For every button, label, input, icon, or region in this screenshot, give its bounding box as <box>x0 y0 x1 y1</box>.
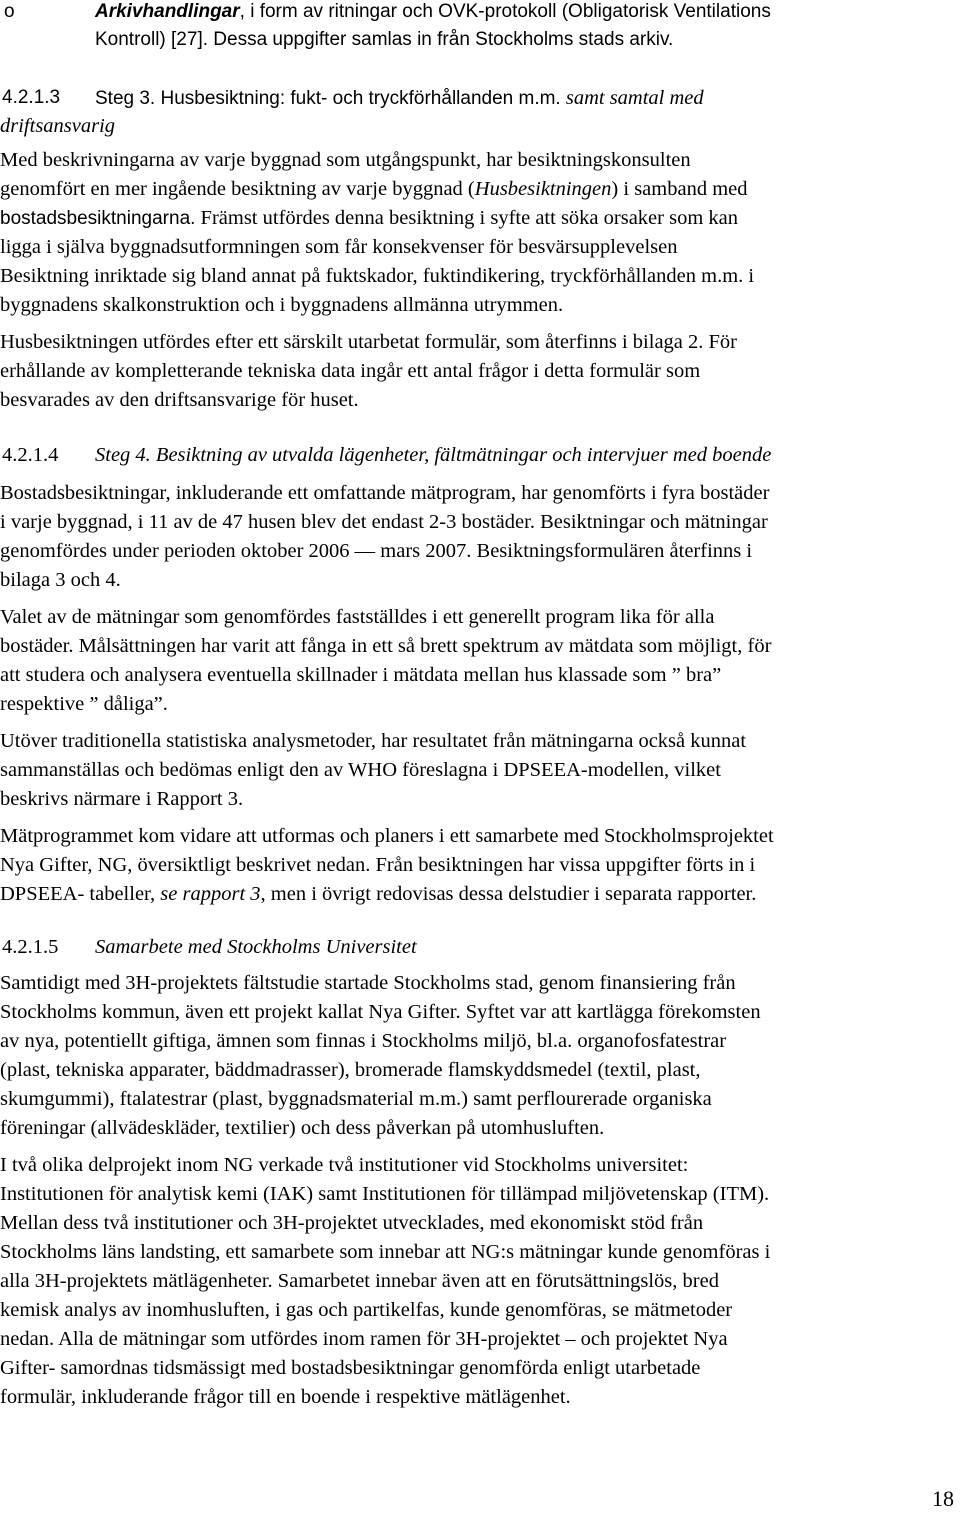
paragraph-line: Gifter- samordnas tidsmässigt med bostadsbesiktningar genomförda enligt utarbetade <box>0 1357 701 1379</box>
paragraph-line: Bostadsbesiktningar, inkluderande ett omfattande mätprogram, har genomförts i fyra bostäder <box>0 482 770 504</box>
text: Främst utfördes denna besiktning i syfte att söka orsaker som kan <box>195 207 738 229</box>
page-number: 18 <box>932 1486 954 1511</box>
paragraph-line <box>0 882 756 906</box>
paragraph-line <box>0 177 748 201</box>
section-number: 4.2.1.5 <box>2 936 59 958</box>
paragraph-line: att studera och analysera eventuella skillnader i mätdata mellan hus klassade som ” bra” <box>0 664 722 686</box>
heading-text: Samarbete med Stockholms Universitet <box>95 936 417 958</box>
paragraph-line: respektive ” dåliga”. <box>0 693 168 715</box>
paragraph-line: sammanställas och bedömas enligt den av WHO föreslagna i DPSEEA-modellen, vilket <box>0 759 721 781</box>
paragraph-line <box>0 206 738 231</box>
paragraph-line: bilaga 3 och 4. <box>0 569 121 591</box>
heading-text: Steg 3. Husbesiktning: fukt- och tryckförhållanden m.m. <box>95 88 561 109</box>
paragraph-line: i varje byggnad, i 11 av de 47 husen blev det endast 2-3 bostäder. Besiktningar och mätningar <box>0 511 768 533</box>
text: ) i samband med <box>611 178 748 200</box>
paragraph-line: kemisk analys av inomhusluften, i gas och partikelfas, kunde genomföras, se mätmetoder <box>0 1299 733 1321</box>
paragraph-line: Mätprogrammet kom vidare att utformas och planers i ett samarbete med Stockholmsprojektet <box>0 825 774 847</box>
paragraph-line: beskrivs närmare i Rapport 3. <box>0 788 244 810</box>
paragraph-line: Valet av de mätningar som genomfördes fastställdes i ett generellt program lika för alla <box>0 606 715 628</box>
paragraph-line: Med beskrivningarna av varje byggnad som utgångspunkt, har besiktningskonsulten <box>0 149 691 171</box>
paragraph-line: Stockholms läns landsting, ett samarbete som innebar att NG:s mätningar kunde genomföras i <box>0 1241 771 1263</box>
text: , men i övrigt redovisas dessa delstudier i separata rapporter. <box>260 883 757 905</box>
paragraph-line: Stockholms kommun, även ett projekt kallat Nya Gifter. Syftet var att kartlägga förekomsten <box>0 1001 761 1023</box>
bullet-text: , i form av ritningar och OVK-protokoll (Obligatorisk Ventilations <box>239 1 771 22</box>
section-number: 4.2.1.3 <box>2 87 61 108</box>
paragraph-line: föreningar (allvädeskläder, textilier) och dess påverkan på utomhusluften. <box>0 1117 605 1139</box>
heading-continuation: driftsansvarig <box>0 115 116 137</box>
paragraph-line: genomfördes under perioden oktober 2006 — mars 2007. Besiktningsformulären återfinns i <box>0 540 753 562</box>
heading-text-italic: samt samtal med <box>560 87 704 109</box>
paragraph-line: Mellan dess två institutioner och 3H-projektet utvecklades, med ekonomiskt stöd från <box>0 1212 704 1234</box>
italic-term: Husbesiktningen <box>474 178 612 200</box>
paragraph-line: alla 3H-projektets mätlägenheter. Samarbetet innebar även att en förutsättningslös, bred <box>0 1270 719 1292</box>
bullet-line-cont: Kontroll) [27]. Dessa uppgifter samlas in från Stockholms stads arkiv. <box>95 29 674 50</box>
paragraph-line: Nya Gifter, NG, översiktligt beskrivet nedan. Från besiktningen har vissa uppgifter förts in i <box>0 854 756 876</box>
paragraph-line: formulär, inkluderande frågor till en boende i respektive mätlägenhet. <box>0 1386 571 1408</box>
paragraph-line: bostäder. Målsättningen har varit att fånga in ett så brett spektrum av mätdata som möjligt, för <box>0 635 772 657</box>
bold-term: Arkivhandlingar <box>95 1 240 22</box>
paragraph-line: Samtidigt med 3H-projektets fältstudie startade Stockholms stad, genom finansiering från <box>0 972 736 994</box>
paragraph-line: besvarades av den driftsansvarige för huset. <box>0 389 359 411</box>
italic-ref: se rapport 3 <box>160 883 261 905</box>
text: bostadsbesiktningarna. <box>0 208 196 229</box>
text: genomfört en mer ingående besiktning av varje byggnad ( <box>0 178 475 200</box>
bullet-marker: o <box>4 1 15 22</box>
paragraph-line: I två olika delprojekt inom NG verkade två institutioner vid Stockholms universitet: <box>0 1154 689 1176</box>
section-number: 4.2.1.4 <box>2 444 59 466</box>
heading-step: Steg 4. <box>95 444 151 466</box>
paragraph-line: Husbesiktningen utfördes efter ett särskilt utarbetat formulär, som återfinns i bilaga 2. För <box>0 331 737 353</box>
paragraph-line: byggnadens skalkonstruktion och i byggnadens allmänna utrymmen. <box>0 294 564 316</box>
paragraph-line: Utöver traditionella statistiska analysmetoder, har resultatet från mätningarna också kunnat <box>0 730 747 752</box>
paragraph-line: av nya, potentiellt giftiga, ämnen som finnas i Stockholms miljö, bl.a. organofosfatestrar <box>0 1030 727 1052</box>
paragraph-line: Institutionen för analytisk kemi (IAK) samt Institutionen för tillämpad miljövetenskap (ITM). <box>0 1183 770 1205</box>
paragraph-line: ligga i själva byggnadsutformningen som får konsekvenser för besvärsupplevelsen <box>0 236 678 258</box>
paragraph-line: erhållande av kompletterande tekniska data ingår ett antal frågor i detta formulär som <box>0 360 701 382</box>
paragraph-line: skumgummi), ftalatestrar (plast, byggnadsmaterial m.m.) samt perflourerade organiska <box>0 1088 712 1110</box>
paragraph-line: (plast, tekniska apparater, bäddmadrasser), bromerade flamskyddsmedel (textil, plast, <box>0 1059 701 1081</box>
paragraph-line: nedan. Alla de mätningar som utfördes inom ramen för 3H-projektet – och projektet Nya <box>0 1328 728 1350</box>
text: DPSEEA- tabeller, <box>0 883 161 905</box>
paragraph-line: Besiktning inriktade sig bland annat på fuktskador, fuktindikering, tryckförhållanden m.m. i <box>0 265 755 287</box>
heading-text: Besiktning av utvalda lägenheter, fältmätningar och intervjuer med boende <box>150 444 772 466</box>
